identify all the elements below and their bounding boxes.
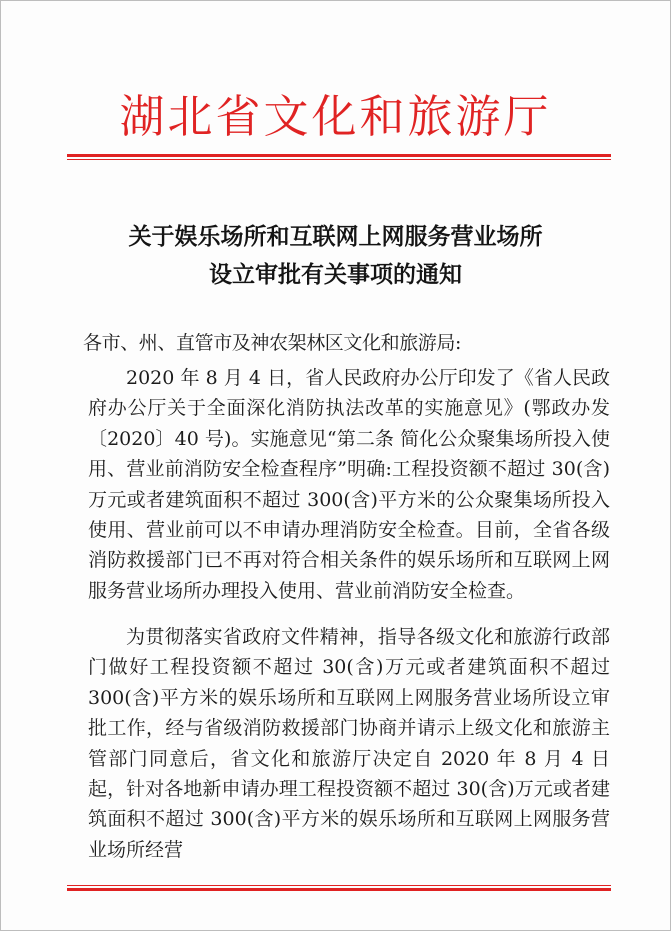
salutation: 各市、州、直管市及神农架林区文化和旅游局:: [83, 332, 462, 354]
document-title-line-1: 关于娱乐场所和互联网上网服务营业场所: [128, 223, 543, 250]
letterhead-rule-thin: [67, 159, 611, 160]
body-paragraph-2: 为贯彻落实省政府文件精神，指导各级文化和旅游行政部门做好工程投资额不超过 30(含)万元或者建筑面积不超过 300(含)平方米的娱乐场所和互联网上网服务营业场所设立审批工作，经与省级消防救援部门协商并请示上级文化和旅游主管部门同意后，省文化和旅游厅决定自 2020 年 8 月 4 日起，针对各地新申请办理工程投资额不超过 30(含)万元或者建筑面积不超过 300(含)平方米的娱乐场所和互联网上网服务营业场所经营: [88, 626, 610, 861]
footer-rule-thick: [67, 888, 611, 891]
letterhead-rule-thick: [67, 154, 611, 157]
body-paragraph-1: 2020 年 8 月 4 日，省人民政府办公厅印发了《省人民政府办公厅关于全面深化消防执法改革的实施意见》(鄂政办发〔2020〕40 号)。实施意见“第二条 简化公众聚集场所投入使用、营业前消防安全检查程序”明确:工程投资额不超过 30(含)万元或者建筑面积不超过 300(含)平方米的公众聚集场所投入使用、营业前可以不申请办理消防安全检查。目前，全省各级消防救援部门已不再对符合相关条件的娱乐场所和互联网上网服务营业场所办理投入使用、营业前消防安全检查。: [88, 367, 610, 602]
document-title-line-2: 设立审批有关事项的通知: [209, 261, 462, 288]
letterhead-org-name: 湖北省文化和旅游厅: [119, 90, 552, 143]
footer-rule-thin: [67, 885, 611, 886]
